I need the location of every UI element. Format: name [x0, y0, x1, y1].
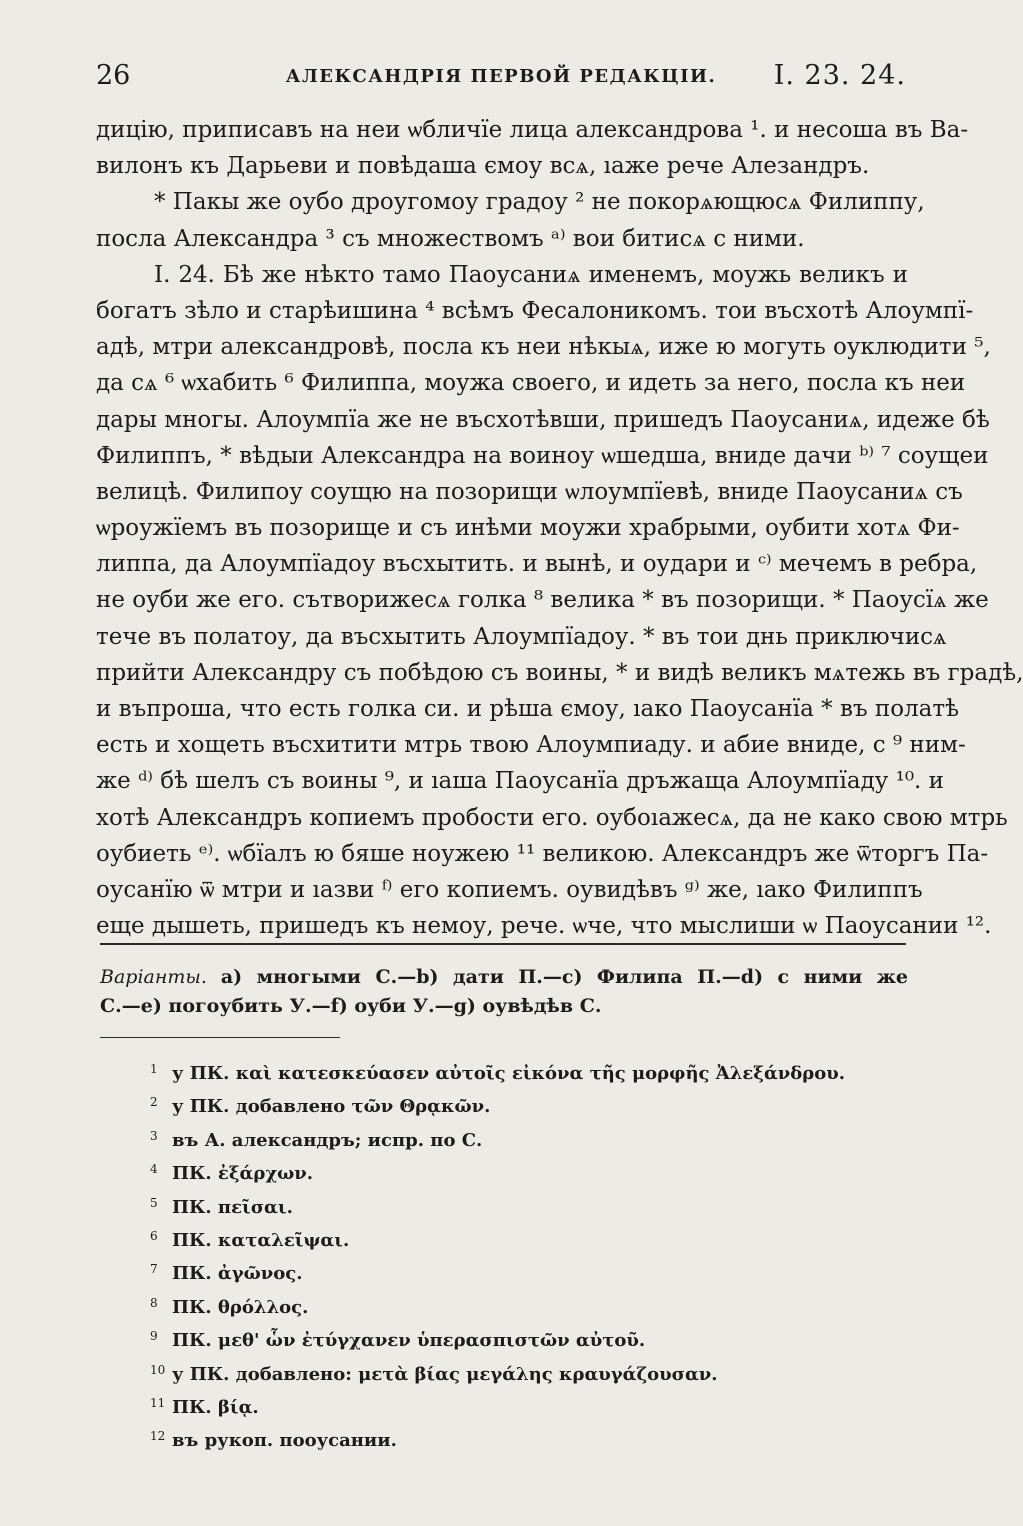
footnote-text: ПК. ἐξάρχων. — [172, 1163, 314, 1185]
footnote-text: ПК. θρόλλος. — [172, 1296, 309, 1318]
footnote-text: ПК. βίᾳ. — [172, 1397, 259, 1419]
text-line: и въпроша, что есть голка си. и рѣша ємоу, ıако Паоусанїа * въ полатѣ — [96, 696, 959, 722]
text-line: оубиеть ᵉ⁾. ѡбїалъ ю бяше ноужею ¹¹ великою. Александръ же ѿторгъ Па- — [96, 840, 989, 867]
footnote-text: ПК. καταλεῖψαι. — [172, 1230, 350, 1252]
main-text — [96, 112, 1023, 944]
footnote — [150, 1322, 850, 1355]
footnote-text: у ПК. добавлено τῶν Θρᾳκῶν. — [172, 1096, 491, 1118]
footnote — [150, 1389, 850, 1422]
footnote — [150, 1189, 850, 1222]
text-line: прийти Александру съ побѣдою съ воины, * и видѣ великъ мѧтежь въ градѣ, — [96, 659, 1023, 686]
text-line: велицѣ. Филипоу соущю на позорищи ѡлоумпїевѣ, вниде Паоусаниѧ съ — [96, 478, 963, 505]
footnote-mark: 1 — [150, 1062, 158, 1076]
footnote-mark: 4 — [150, 1162, 158, 1177]
footnote-mark: 3 — [150, 1128, 158, 1143]
footnotes — [150, 1055, 850, 1456]
variants-apparatus — [100, 963, 908, 1021]
variants-text: С.—е) погоубить У.—f) оуби У.—g) оувѣдѣв С. — [100, 995, 602, 1017]
footnote-text: въ А. александръ; испр. по С. — [172, 1129, 483, 1151]
footnote — [150, 1289, 850, 1322]
footnote — [150, 1422, 850, 1455]
footnote-mark: 6 — [150, 1229, 158, 1244]
variants-label: Варіанты. — [100, 966, 207, 988]
text-line: да сѧ ⁶ ѡхабить ⁶ Филиппа, моужа своего, и идеть за него, посла къ неи — [96, 370, 966, 397]
footnote-text: въ рукоп. пооусании. — [172, 1430, 397, 1452]
footnote-mark: 7 — [150, 1262, 158, 1277]
text-line: дары многы. Алоумпїа же не въсхотѣвши, пришедъ Паоусаниѧ, идеже бѣ — [96, 406, 990, 433]
text-line: не оуби же его. сътворижесѧ голка ⁸ велика * въ позорищи. * Паоусїѧ же — [96, 587, 989, 614]
footnote-mark: 12 — [150, 1429, 166, 1444]
footnote — [150, 1155, 850, 1188]
text-line: посла Александра ³ съ множествомъ ᵃ⁾ вои битисѧ с ними. — [96, 225, 805, 252]
text-line: липпа, да Алоумпїадоу въсхытить. и вынѣ, и оудари и ᶜ⁾ мечемъ в ребра, — [96, 551, 978, 578]
text-line: I. 24. Бѣ же нѣкто тамо Паоусаниѧ именемъ, моужь великъ и — [154, 261, 908, 288]
running-header — [96, 60, 906, 94]
page-number: 26 — [96, 60, 131, 91]
footnote-text: у ПК. καὶ κατεσκεύασεν αὐτοῖς εἰκόνα τῆς μορφῆς Ἀλεξάνδρου. — [172, 1063, 846, 1084]
text-line: тече въ полатоу, да въсхытить Алоумпїадоу. * въ тои днь приключисѧ — [96, 623, 947, 650]
text-line: хотѣ Александръ копиемъ пробости его. оубоıажесѧ, да не како свою мтрь — [96, 804, 1008, 831]
text-line: богатъ зѣло и старѣишина ⁴ всѣмъ Фесалоникомъ. тои въсхотѣ Алоумпї- — [96, 297, 974, 324]
variants-line — [100, 992, 908, 1021]
text-line: оусанїю ѿ мтри и ıазви ᶠ⁾ его копиемъ. оувидѣвъ ᵍ⁾ же, ıако Филиппъ — [96, 876, 923, 903]
section-divider — [100, 943, 906, 945]
footnote-text: ПК. ἀγῶνος. — [172, 1263, 303, 1285]
footnote — [150, 1356, 850, 1389]
text-line: есть и хощеть въсхитити мтрь твою Алоумпиаду. и абие вниде, с ⁹ ним- — [96, 732, 966, 759]
text-line: адѣ, мтри александровѣ, посла къ неи нѣкыѧ, иже ю могуть оуклюдити ⁵, — [96, 334, 991, 361]
footnote-mark: 5 — [150, 1195, 158, 1210]
footnote — [150, 1088, 850, 1121]
section-reference: I. 23. 24. — [773, 60, 906, 91]
footnote — [150, 1055, 850, 1088]
text-line: ѡроужїемъ въ позорище и съ инѣми моужи храбрыми, оубити хотѧ Фи- — [96, 515, 960, 542]
footnote-divider — [100, 1037, 340, 1038]
text-line: дицію, приписавъ на неи ѡбличїе лица александрова ¹. и несоша въ Ва- — [96, 117, 969, 143]
footnote-mark: 8 — [150, 1295, 158, 1310]
footnote-text: у ПК. добавлено: μετὰ βίας μεγάλης κραυγάζουσαν. — [172, 1363, 718, 1385]
footnote-mark: 11 — [150, 1396, 166, 1411]
text-line: Филиппъ, * вѣдыи Александра на воиноу ѡшедша, вниде дачи ᵇ⁾ ⁷ соущеи — [96, 442, 989, 469]
text-line: вилонъ къ Дарьеви и повѣдаша ємоу всѧ, ıаже рече Алезандръ. — [96, 153, 870, 180]
footnote-mark: 2 — [150, 1095, 158, 1110]
footnote — [150, 1122, 850, 1155]
footnote-text: ПК. πεῖσαι. — [172, 1196, 293, 1218]
variants-text: а) многыми С.—b) дати П.—с) Филипа П.—d) с ними же — [220, 966, 908, 988]
text-line: же ᵈ⁾ бѣ шелъ съ воины ⁹, и ıаша Паоусанїа дръжаща Алоумпїаду ¹⁰. и — [96, 768, 945, 795]
text-line: * Пакы же оубо дроугомоу градоу ² не покорѧющюсѧ Филиппу, — [154, 189, 925, 216]
footnote — [150, 1222, 850, 1255]
footnote-mark: 10 — [150, 1362, 166, 1377]
text-line: еще дышеть, пришедъ къ немоу, рече. ѡче, что мыслиши ѡ Паоусании ¹². — [96, 913, 992, 940]
footnote — [150, 1255, 850, 1288]
footnote-text: ПК. μεθ' ὧν ἐτύγχανεν ὑπερασπιστῶν αὐτοῦ. — [172, 1330, 646, 1352]
running-title: АЛЕКСАНДРІЯ ПЕРВОЙ РЕДАКЦІИ. — [285, 66, 717, 87]
footnote-mark: 9 — [150, 1329, 158, 1344]
variants-line — [100, 963, 908, 992]
